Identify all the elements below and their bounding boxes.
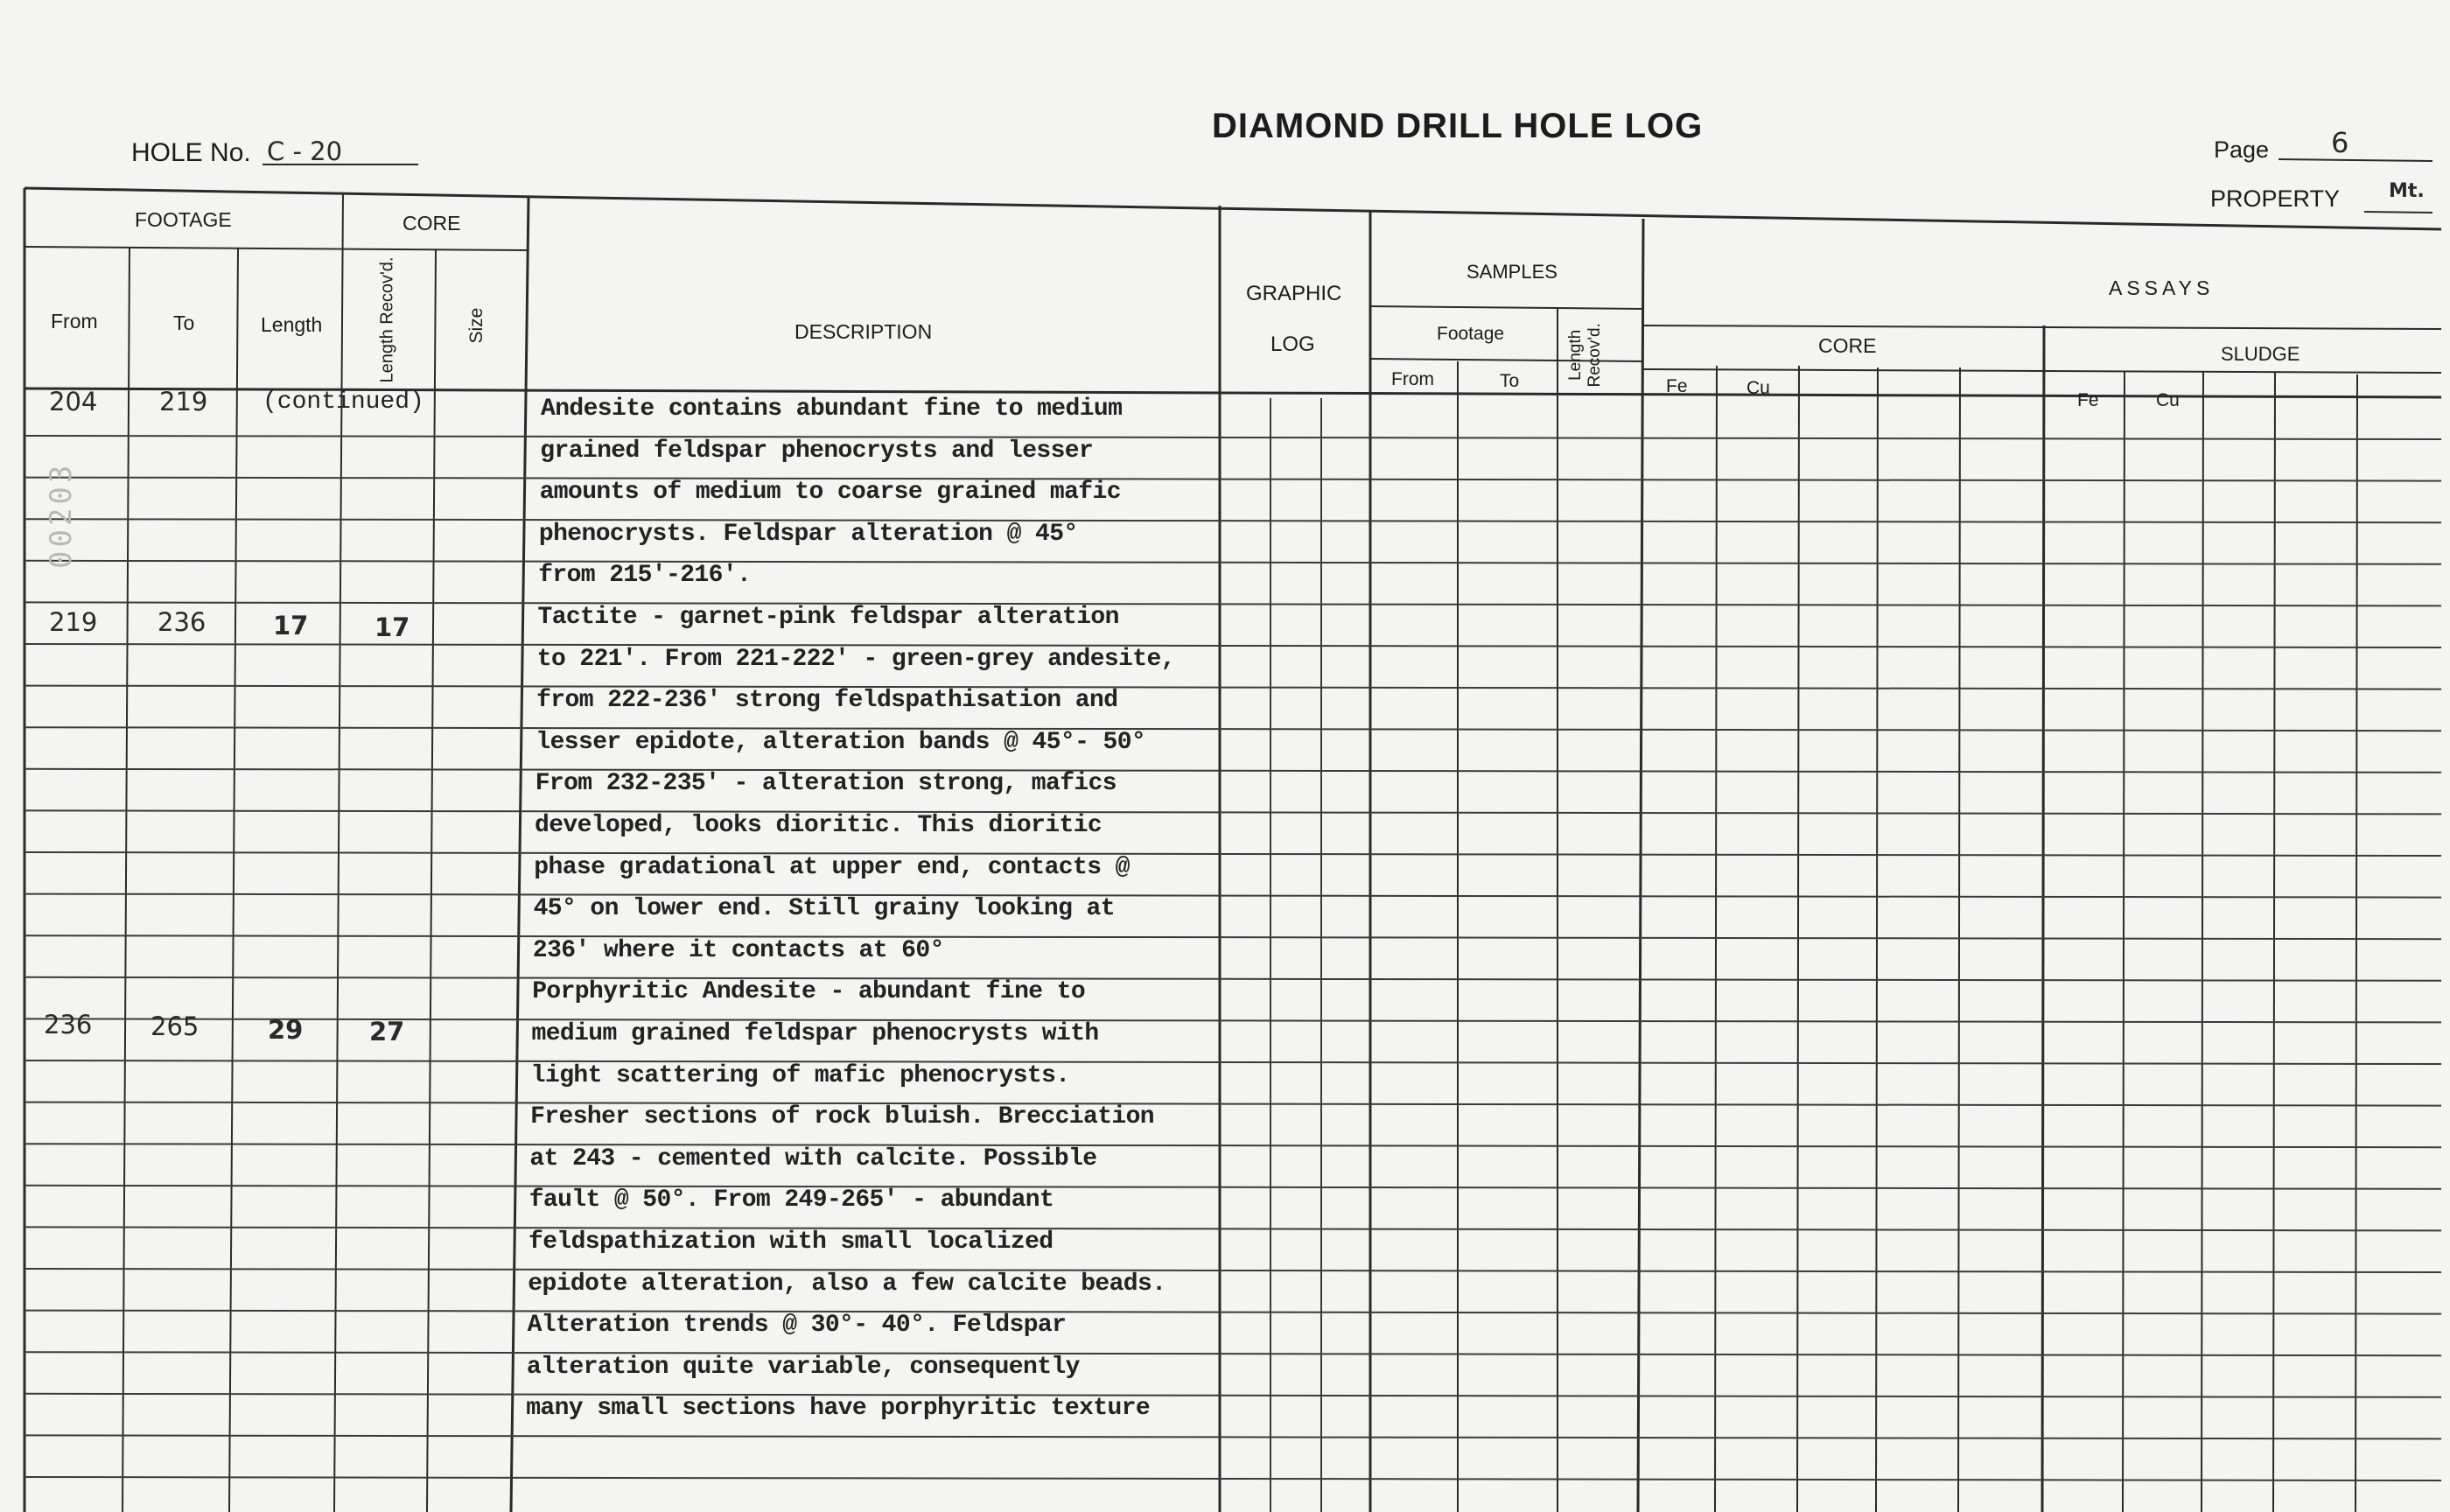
description-line: alteration quite variable, consequently [526, 1353, 1080, 1381]
page-label: Page [2214, 136, 2270, 163]
page-number-value: 6 [2331, 126, 2349, 159]
entry-3-recovered: 27 [369, 1017, 405, 1046]
description-line: grained feldspar phenocrysts and lesser [540, 437, 1094, 465]
entry-1-to: 219 [159, 387, 208, 416]
description-line: to 221'. From 221-222' - green-grey andesite, [536, 645, 1175, 673]
entry-3-from: 236 [44, 1010, 93, 1040]
description-line: developed, looks dioritic. This dioritic [535, 812, 1102, 839]
description-line: 45° on lower end. Still grainy looking at [533, 895, 1115, 923]
graphic-log-header-line2: LOG [1270, 332, 1315, 356]
property-label: PROPERTY [2210, 186, 2341, 212]
margin-stamp: 00203 [44, 461, 79, 569]
property-value: Mt. [2389, 180, 2425, 202]
core-cu-header: Cu [1746, 378, 1770, 398]
footage-header: FOOTAGE [135, 208, 232, 231]
description-line: fault @ 50°. From 249-265' - abundant [528, 1186, 1054, 1214]
description-line: light scattering of mafic phenocrysts. [530, 1061, 1070, 1089]
entry-2-recovered: 17 [374, 612, 410, 642]
sludge-fe-header: Fe [2077, 390, 2099, 410]
entry-1-from: 204 [49, 387, 98, 416]
entry-2-to: 236 [158, 607, 206, 637]
entry-3-length: 29 [268, 1015, 304, 1045]
description-line: at 243 - cemented with calcite. Possible [529, 1144, 1097, 1172]
entry-3-to: 265 [150, 1012, 200, 1041]
sludge-cu-header: Cu [2156, 390, 2180, 410]
description-line: from 222-236' strong feldspathisation and [536, 687, 1118, 715]
to-header: To [173, 312, 195, 334]
samples-length-header: Length Recov'd. [1566, 323, 1604, 388]
assays-header: ASSAYS [2109, 276, 2215, 299]
description-line: feldspathization with small localized [528, 1228, 1054, 1256]
assays-core-header: CORE [1818, 334, 1877, 357]
samples-to-header: To [1500, 371, 1520, 391]
page-title: DIAMOND DRILL HOLE LOG [1212, 107, 1704, 145]
description-line: Alteration trends @ 30°- 40°. Feldspar [527, 1312, 1067, 1340]
description-line: From 232-235' - alteration strong, mafics [535, 770, 1116, 798]
entry-2-from: 219 [49, 607, 98, 637]
description-line: amounts of medium to coarse grained mafic [539, 479, 1121, 507]
description-line: lesser epidote, alteration bands @ 45°- 50° [536, 728, 1146, 756]
description-header: DESCRIPTION [794, 320, 933, 343]
from-header: From [51, 310, 98, 332]
core-fe-header: Fe [1666, 376, 1688, 396]
length-header: Length [261, 313, 323, 336]
description-line: 236' where it contacts at 60° [532, 936, 944, 964]
description-line: phenocrysts. Feldspar alteration @ 45° [538, 520, 1078, 548]
hole-number-label: HOLE No. [131, 138, 251, 167]
description-line: from 215'-216'. [538, 562, 752, 590]
entry-2-length: 17 [273, 611, 309, 640]
description-line: many small sections have porphyritic texture [526, 1395, 1151, 1423]
length-recovered-header: Length Recov'd. [377, 256, 397, 383]
description-line: Fresher sections of rock bluish. Brecciation [530, 1103, 1155, 1131]
samples-header: SAMPLES [1466, 261, 1558, 283]
description-line: Andesite contains abundant fine to medium [541, 396, 1123, 423]
entry-1-length: (continued) [262, 388, 424, 416]
graphic-log-header-line1: GRAPHIC [1246, 282, 1342, 305]
description-line: medium grained feldspar phenocrysts with [531, 1020, 1099, 1047]
samples-from-header: From [1391, 369, 1434, 389]
hole-number-value: C - 20 [267, 136, 343, 166]
description-line: Porphyritic Andesite - abundant fine to [532, 978, 1086, 1006]
description-line: phase gradational at upper end, contacts @ [534, 853, 1130, 881]
samples-footage-header: Footage [1437, 324, 1505, 344]
description-line: epidote alteration, also a few calcite beads. [528, 1270, 1166, 1298]
description-line: Tactite - garnet-pink feldspar alteration [537, 604, 1119, 631]
core-header: CORE [402, 212, 461, 234]
assays-sludge-header: SLUDGE [2221, 343, 2300, 365]
size-header: Size [466, 307, 486, 344]
